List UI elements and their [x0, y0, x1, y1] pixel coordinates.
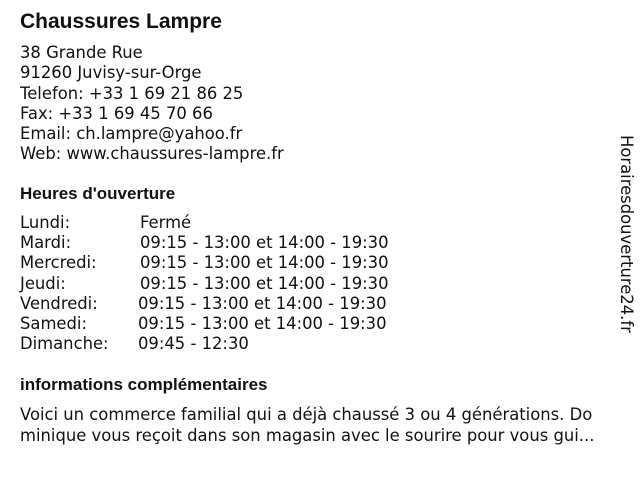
day-label: Lundi:: [20, 213, 71, 232]
hours-value: Fermé: [140, 213, 192, 232]
website: Web: www.chaussures-lampre.fr: [20, 144, 284, 164]
day-label: Mardi:: [20, 233, 72, 253]
hours-row: [20, 274, 440, 294]
hours-value: 09:15 - 13:00 et 14:00 - 19:30: [140, 253, 389, 273]
info-line: Voici un commerce familial qui a déjà chaussé 3 ou 4 générations. Do: [20, 405, 593, 424]
hours-row: [20, 213, 440, 233]
hours-value: 09:15 - 13:00 et 14:00 - 19:30: [138, 313, 387, 333]
opening-hours-heading: Heures d'ouverture: [20, 184, 176, 203]
hours-row: [20, 233, 440, 253]
watermark-text: Horairesdouverture24.fr: [617, 135, 636, 333]
day-label: Vendredi:: [20, 293, 98, 313]
day-label: Dimanche:: [20, 334, 109, 354]
info-line: minique vous reçoit dans son magasin avec le sourire pour vous gui...: [20, 426, 595, 445]
hours-value: 09:15 - 13:00 et 14:00 - 19:30: [138, 293, 387, 313]
street-address: 38 Grande Rue: [20, 43, 143, 62]
shop-name: Chaussures Lampre: [20, 10, 222, 33]
hours-row: [20, 253, 440, 273]
contact-block: [20, 43, 284, 165]
hours-value: 09:45 - 12:30: [138, 334, 249, 354]
hours-row: [20, 334, 440, 354]
additional-info-heading: informations complémentaires: [20, 375, 268, 394]
opening-hours-table: [20, 213, 440, 354]
hours-row: [20, 294, 440, 314]
hours-row: [20, 314, 440, 334]
phone-number: Telefon: +33 1 69 21 86 25: [20, 83, 244, 103]
email-address: Email: ch.lampre@yahoo.fr: [20, 124, 243, 144]
postal-city: 91260 Juvisy-sur-Orge: [20, 63, 202, 83]
site-watermark: [610, 135, 638, 375]
hours-value: 09:15 - 13:00 et 14:00 - 19:30: [140, 233, 389, 253]
additional-info-text: [20, 404, 632, 446]
day-label: Mercredi:: [20, 253, 97, 273]
day-label: Jeudi:: [20, 273, 66, 293]
fax-number: Fax: +33 1 69 45 70 66: [20, 103, 213, 123]
day-label: Samedi:: [20, 313, 87, 333]
hours-value: 09:15 - 13:00 et 14:00 - 19:30: [140, 273, 389, 293]
